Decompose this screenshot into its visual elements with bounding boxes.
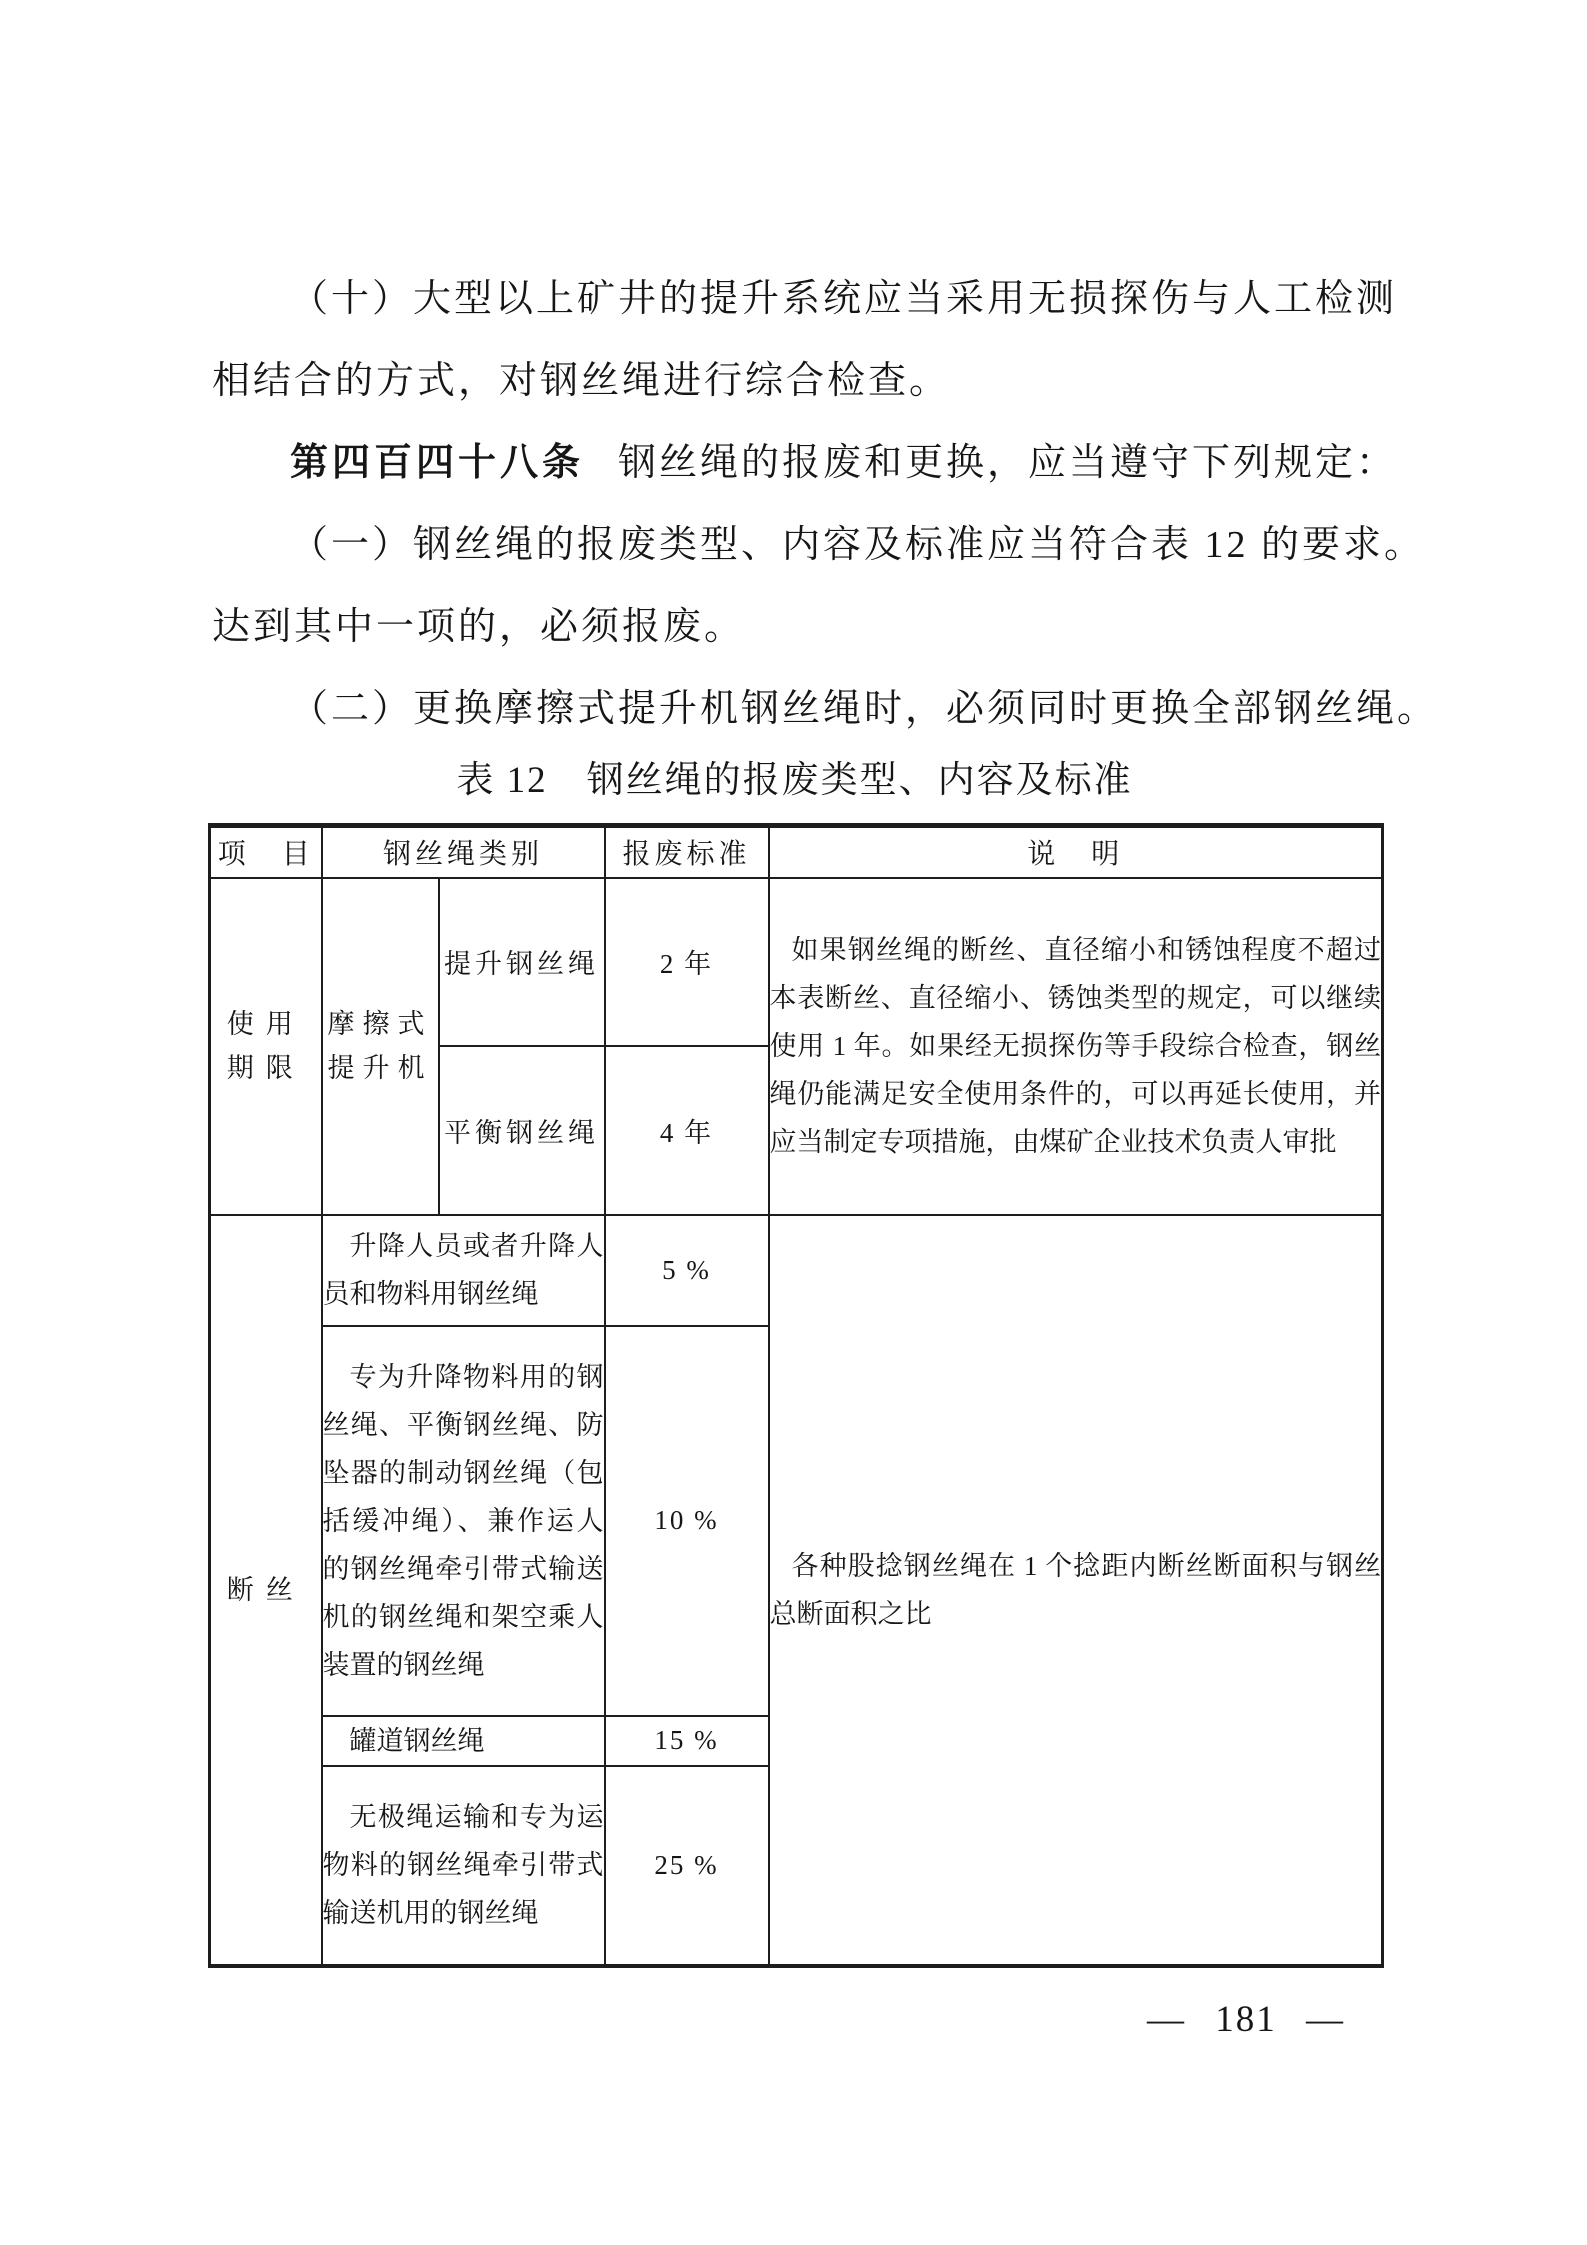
cell-standard: 4 年 [605,1046,769,1215]
table-header-row [210,826,1383,878]
paragraph-line: （二）更换摩擦式提升机钢丝绳时，必须同时更换全部钢丝绳。 [290,688,1439,730]
cell-standard: 5 % [605,1215,769,1326]
paragraph-line: 达到其中一项的，必须报废。 [212,606,746,648]
header-note: 说 明 [769,826,1383,878]
cell-standard: 2 年 [605,878,769,1046]
cell-rope-type: 专为升降物料用的钢丝绳、平衡钢丝绳、防坠器的制动钢丝绳（包括缓冲绳）、兼作运人的钢丝绳牵引带式输送机的钢丝绳和架空乘人装置的钢丝绳 [322,1326,605,1716]
cell-item-usage-period: 使用期限 [210,878,322,1215]
cell-rope-type: 无极绳运输和专为运物料的钢丝绳牵引带式输送机用的钢丝绳 [322,1766,605,1966]
page-number: — 181 — [1147,1999,1345,2040]
table-title: 表 12 钢丝绳的报废类型、内容及标准 [456,760,1133,801]
header-item: 项 目 [210,826,322,878]
header-scrap-standard: 报废标准 [605,826,769,878]
table-row [210,1215,1383,1326]
cell-rope-type: 升降人员或者升降人员和物料用钢丝绳 [322,1215,605,1326]
cell-standard: 10 % [605,1326,769,1716]
paragraph-line: 相结合的方式，对钢丝绳进行综合检查。 [212,360,951,402]
paragraph-line: （一）钢丝绳的报废类型、内容及标准应当符合表 12 的要求。 [290,524,1426,566]
clause-line [212,422,1492,504]
paragraph-line: （十）大型以上矿井的提升系统应当采用无损探伤与人工检测 [290,278,1398,320]
cell-item-broken-wire: 断丝 [210,1215,322,1966]
clause-text: 钢丝绳的报废和更换，应当遵守下列规定： [618,442,1398,484]
cell-standard: 15 % [605,1716,769,1766]
cell-friction-hoist: 摩擦式提升机 [322,878,439,1215]
scrap-standards-table [208,823,1384,1968]
cell-rope-type: 提升钢丝绳 [439,878,605,1046]
cell-rope-type: 罐道钢丝绳 [322,1716,605,1766]
cell-note-broken-wire: 各种股捻钢丝绳在 1 个捻距内断丝断面积与钢丝总断面积之比 [769,1215,1383,1966]
cell-rope-type: 平衡钢丝绳 [439,1046,605,1215]
cell-note-usage: 如果钢丝绳的断丝、直径缩小和锈蚀程度不超过本表断丝、直径缩小、锈蚀类型的规定，可以继续使用 1 年。如果经无损探伤等手段综合检查，钢丝绳仍能满足安全使用条件的，可以再延长使用，并应当制定专项措施，由煤矿企业技术负责人审批 [769,878,1383,1215]
body-paragraphs [212,258,1492,750]
cell-standard: 25 % [605,1766,769,1966]
clause-number: 第四百四十八条 [290,442,585,484]
header-rope-type: 钢丝绳类别 [322,826,605,878]
table-row [210,878,1383,1046]
